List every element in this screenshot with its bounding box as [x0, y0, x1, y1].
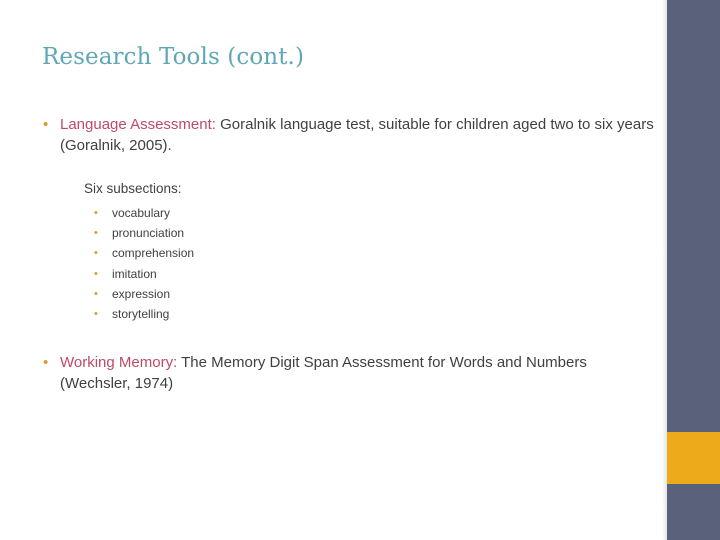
bullet-marker: • [94, 207, 98, 219]
bullet-keyword: Working Memory: [60, 354, 178, 371]
bullet-marker: • [94, 287, 98, 300]
list-item [94, 264, 194, 284]
list-item-label: vocabulary [112, 206, 171, 220]
bullet-marker: • [94, 307, 98, 320]
slide-title: Research Tools (cont.) [42, 44, 305, 70]
list-item [94, 304, 194, 324]
list-item [94, 243, 194, 263]
bullet-marker: • [94, 267, 98, 280]
list-item-label: imitation [112, 266, 157, 281]
list-item-label: expression [112, 286, 171, 301]
list-item [94, 223, 194, 243]
bullet-marker: • [94, 227, 98, 240]
list-item [94, 284, 194, 304]
bullet-text: The Memory Digit Span Assessment for Words and Numbers (Wechsler, 1974) [60, 354, 587, 392]
list-item [94, 203, 194, 223]
list-item-label: storytelling [112, 306, 170, 321]
subsections-heading: Six subsections: [84, 181, 182, 196]
list-item-label: pronunciation [112, 226, 185, 241]
bullet-working-memory [43, 352, 656, 394]
bullet-keyword: Language Assessment: [60, 116, 216, 133]
bullet-marker: • [94, 247, 98, 260]
bullet-marker: • [43, 116, 49, 133]
bullet-text: Goralnik language test, suitable for children aged two to six years (Goralnik, 2005). [60, 116, 654, 154]
subsections-list [94, 203, 194, 324]
bullet-marker: • [43, 354, 49, 371]
decorative-accent-block [667, 432, 720, 484]
bullet-language-assessment [43, 114, 656, 156]
list-item-label: comprehension [112, 246, 195, 261]
